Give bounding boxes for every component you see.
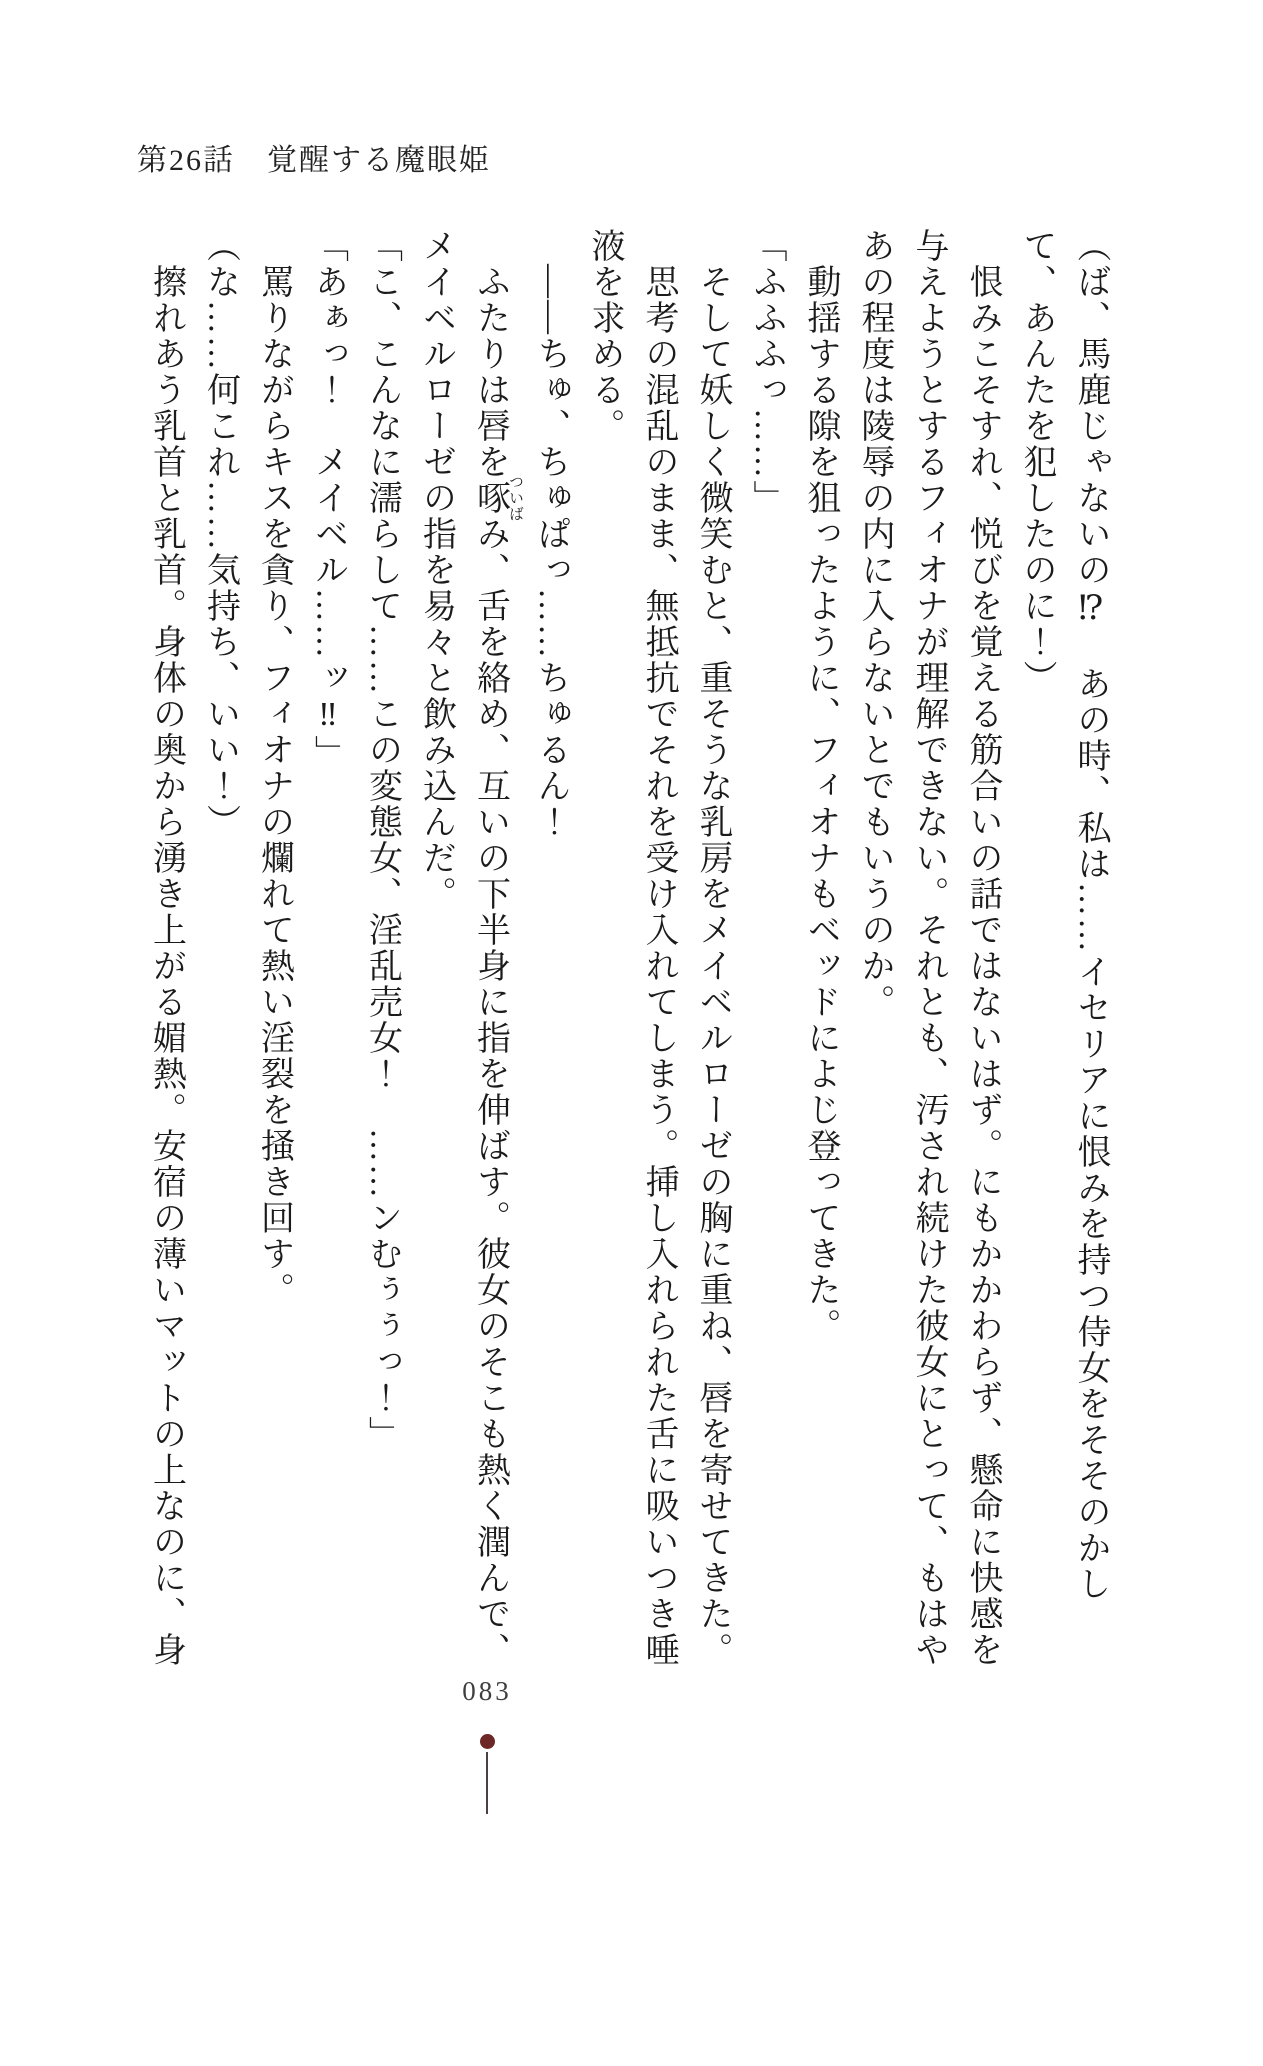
page-number: 083 [462,1676,512,1706]
paragraph-3: 動揺する隙を狙ったように、フィオナもベッドによじ登ってきた。 [802,228,839,1344]
paragraph-9: 「こ、こんなに濡らして……この変態女、淫乱売女！ ……ンむぅぅっ！」 [363,228,401,1452]
paragraph-8-post: み、舌を絡め、互いの下半身に指を伸ばす。彼女のそこも熱く潤んで、メイベルローゼの指を易々と飲み込んだ。 [417,228,509,1668]
paragraph-10: 「あぁっ！ メイベル……ッ‼」 [309,228,347,771]
paragraph-8-pre: ふたりは唇を [471,228,509,480]
paragraph-4: 「ふふふっ……」 [748,228,785,516]
paragraph-2: 恨みこそすれ、悦びを覚える筋合いの話ではないはず。にもかかわらず、懸命に快感を与えようとするフィオナが理解できない。それとも、汚され続けた彼女にとって、もはやあの程度は陵辱の内に入らないとでもいうのか。 [856,228,1001,1668]
ruby-text: ついば [507,474,523,522]
paragraph-8 [409,228,524,1670]
paragraph-7: ――ちゅ、ちゅぱっ……ちゅるん！ [532,228,569,840]
paragraph-12: （な……何これ……気持ち、いい！） [201,228,239,840]
footer-line-decoration [486,1752,488,1814]
ruby-base: 啄 [471,474,509,522]
ruby-annotation [471,474,523,522]
paragraph-11: 罵りながらキスを貪り、フィオナの爛れて熱い淫裂を掻き回す。 [255,228,293,1308]
paragraph-13: 擦れあう乳首と乳首。身体の奥から湧き上がる媚熱。安宿の薄いマットの上なのに、身 [147,228,185,1668]
paragraph-6: 思考の混乱のまま、無抵抗でそれを受け入れてしまう。挿し入れられた舌に吸いつき唾液を求める。 [586,228,677,1668]
paragraph-5: そして妖しく微笑むと、重そうな乳房をメイベルローゼの胸に重ね、唇を寄せてきた。 [694,228,731,1668]
chapter-heading: 第26話 覚醒する魔眼姫 [137,144,491,177]
footer-dot-decoration [480,1734,495,1749]
main-text-block [139,228,1118,1670]
paragraph-1: （ば、馬鹿じゃないの⁉ あの時、私は……イセリアに恨みを持つ侍女をそそのかして、あんたを犯したのに！） [1018,228,1109,1602]
